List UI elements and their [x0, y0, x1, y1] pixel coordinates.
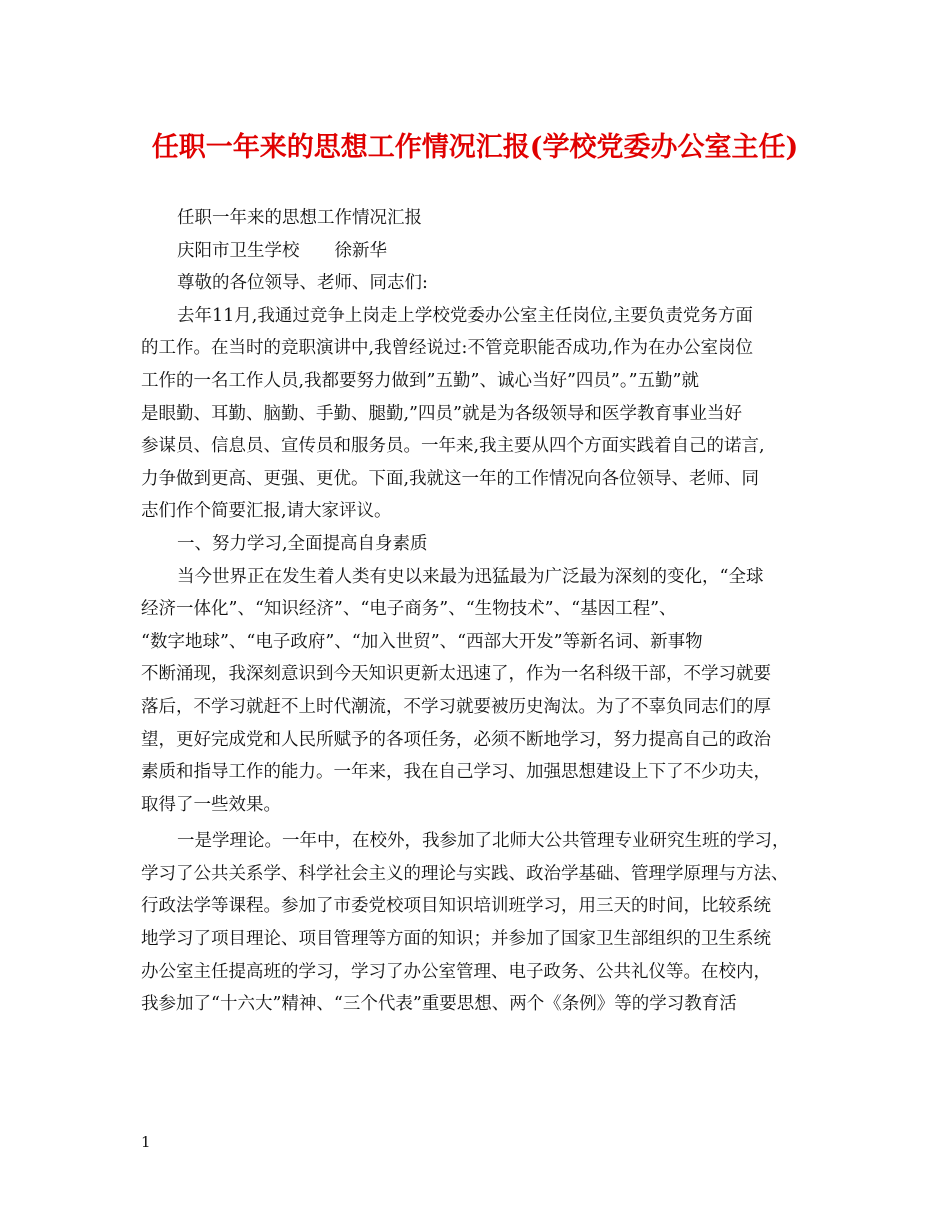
page-number: 1 — [141, 1133, 151, 1151]
paragraph-line: 办公室主任提高班的学习，学习了办公室管理、电子政务、公共礼仪等。在校内， — [141, 961, 771, 982]
paragraph-line: 志们作个简要汇报,请大家评议。 — [141, 501, 392, 522]
paragraph-line: 参谋员、信息员、宣传员和服务员。一年来,我主要从四个方面实践着自己的诺言, — [141, 436, 765, 457]
paragraph-line: 工作的一名工作人员,我都要努力做到”五勤”、诚心当好”四员”。”五勤”就 — [141, 370, 699, 391]
paragraph-line: 取得了一些效果。 — [141, 794, 281, 815]
paragraph-line: 是眼勤、耳勤、脑勤、手勤、腿勤,”四员”就是为各级领导和医学教育事业当好 — [141, 403, 742, 424]
paragraph-line: 力争做到更高、更强、更优。下面,我就这一年的工作情况向各位领导、老师、同 — [141, 468, 760, 489]
paragraph-line: 望，更好完成党和人民所赋予的各项任务，必须不断地学习，努力提高自己的政治 — [141, 729, 771, 750]
paragraph-line: 不断涌现，我深刻意识到今天知识更新太迅速了，作为一名科级干部，不学习就要 — [141, 664, 771, 685]
paragraph-line: 落后，不学习就赶不上时代潮流，不学习就要被历史淘汰。为了不辜负同志们的厚 — [141, 696, 771, 717]
salutation-line: 尊敬的各位领导、老师、同志们: — [177, 273, 428, 294]
document-body — [141, 202, 821, 1021]
paragraph-line: 地学习了项目理论、项目管理等方面的知识；并参加了国家卫生部组织的卫生系统 — [141, 929, 771, 950]
section-heading: 一、努力学习,全面提高自身素质 — [177, 533, 428, 554]
paragraph-line: 的工作。在当时的竞职演讲中,我曾经说过:不管竞职能否成功,作为在办公室岗位 — [141, 338, 754, 359]
subtitle-line: 任职一年来的思想工作情况汇报 — [177, 208, 422, 228]
paragraph-line: “数字地球”、“电子政府”、“加入世贸”、“西部大开发”等新名词、新事物 — [141, 631, 703, 652]
paragraph-line: 一是学理论。一年中，在校外，我参加了北师大公共管理专业研究生班的学习， — [177, 831, 790, 852]
paragraph-line: 素质和指导工作的能力。一年来，我在自己学习、加强思想建设上下了不少功夫， — [141, 762, 771, 783]
paragraph-line: 行政法学等课程。参加了市委党校项目知识培训班学习，用三天的时间，比较系统 — [141, 896, 771, 917]
paragraph-line: 经济一体化”、“知识经济”、“电子商务”、“生物技术”、“基因工程”、 — [141, 599, 677, 620]
paragraph-line: 去年11月,我通过竞争上岗走上学校党委办公室主任岗位,主要负责党务方面 — [177, 305, 753, 326]
document-title: 任职一年来的思想工作情况汇报(学校党委办公室主任) — [151, 132, 799, 163]
paragraph-line: 我参加了“十六大”精神、“三个代表”重要思想、两个《条例》等的学习教育活 — [141, 994, 737, 1015]
paragraph-line: 当今世界正在发生着人类有史以来最为迅猛最为广泛最为深刻的变化，“全球 — [177, 566, 764, 587]
paragraph-line: 学习了公共关系学、科学社会主义的理论与实践、政治学基础、管理学原理与方法、 — [141, 863, 789, 884]
author-line: 庆阳市卫生学校 徐新华 — [177, 240, 387, 261]
